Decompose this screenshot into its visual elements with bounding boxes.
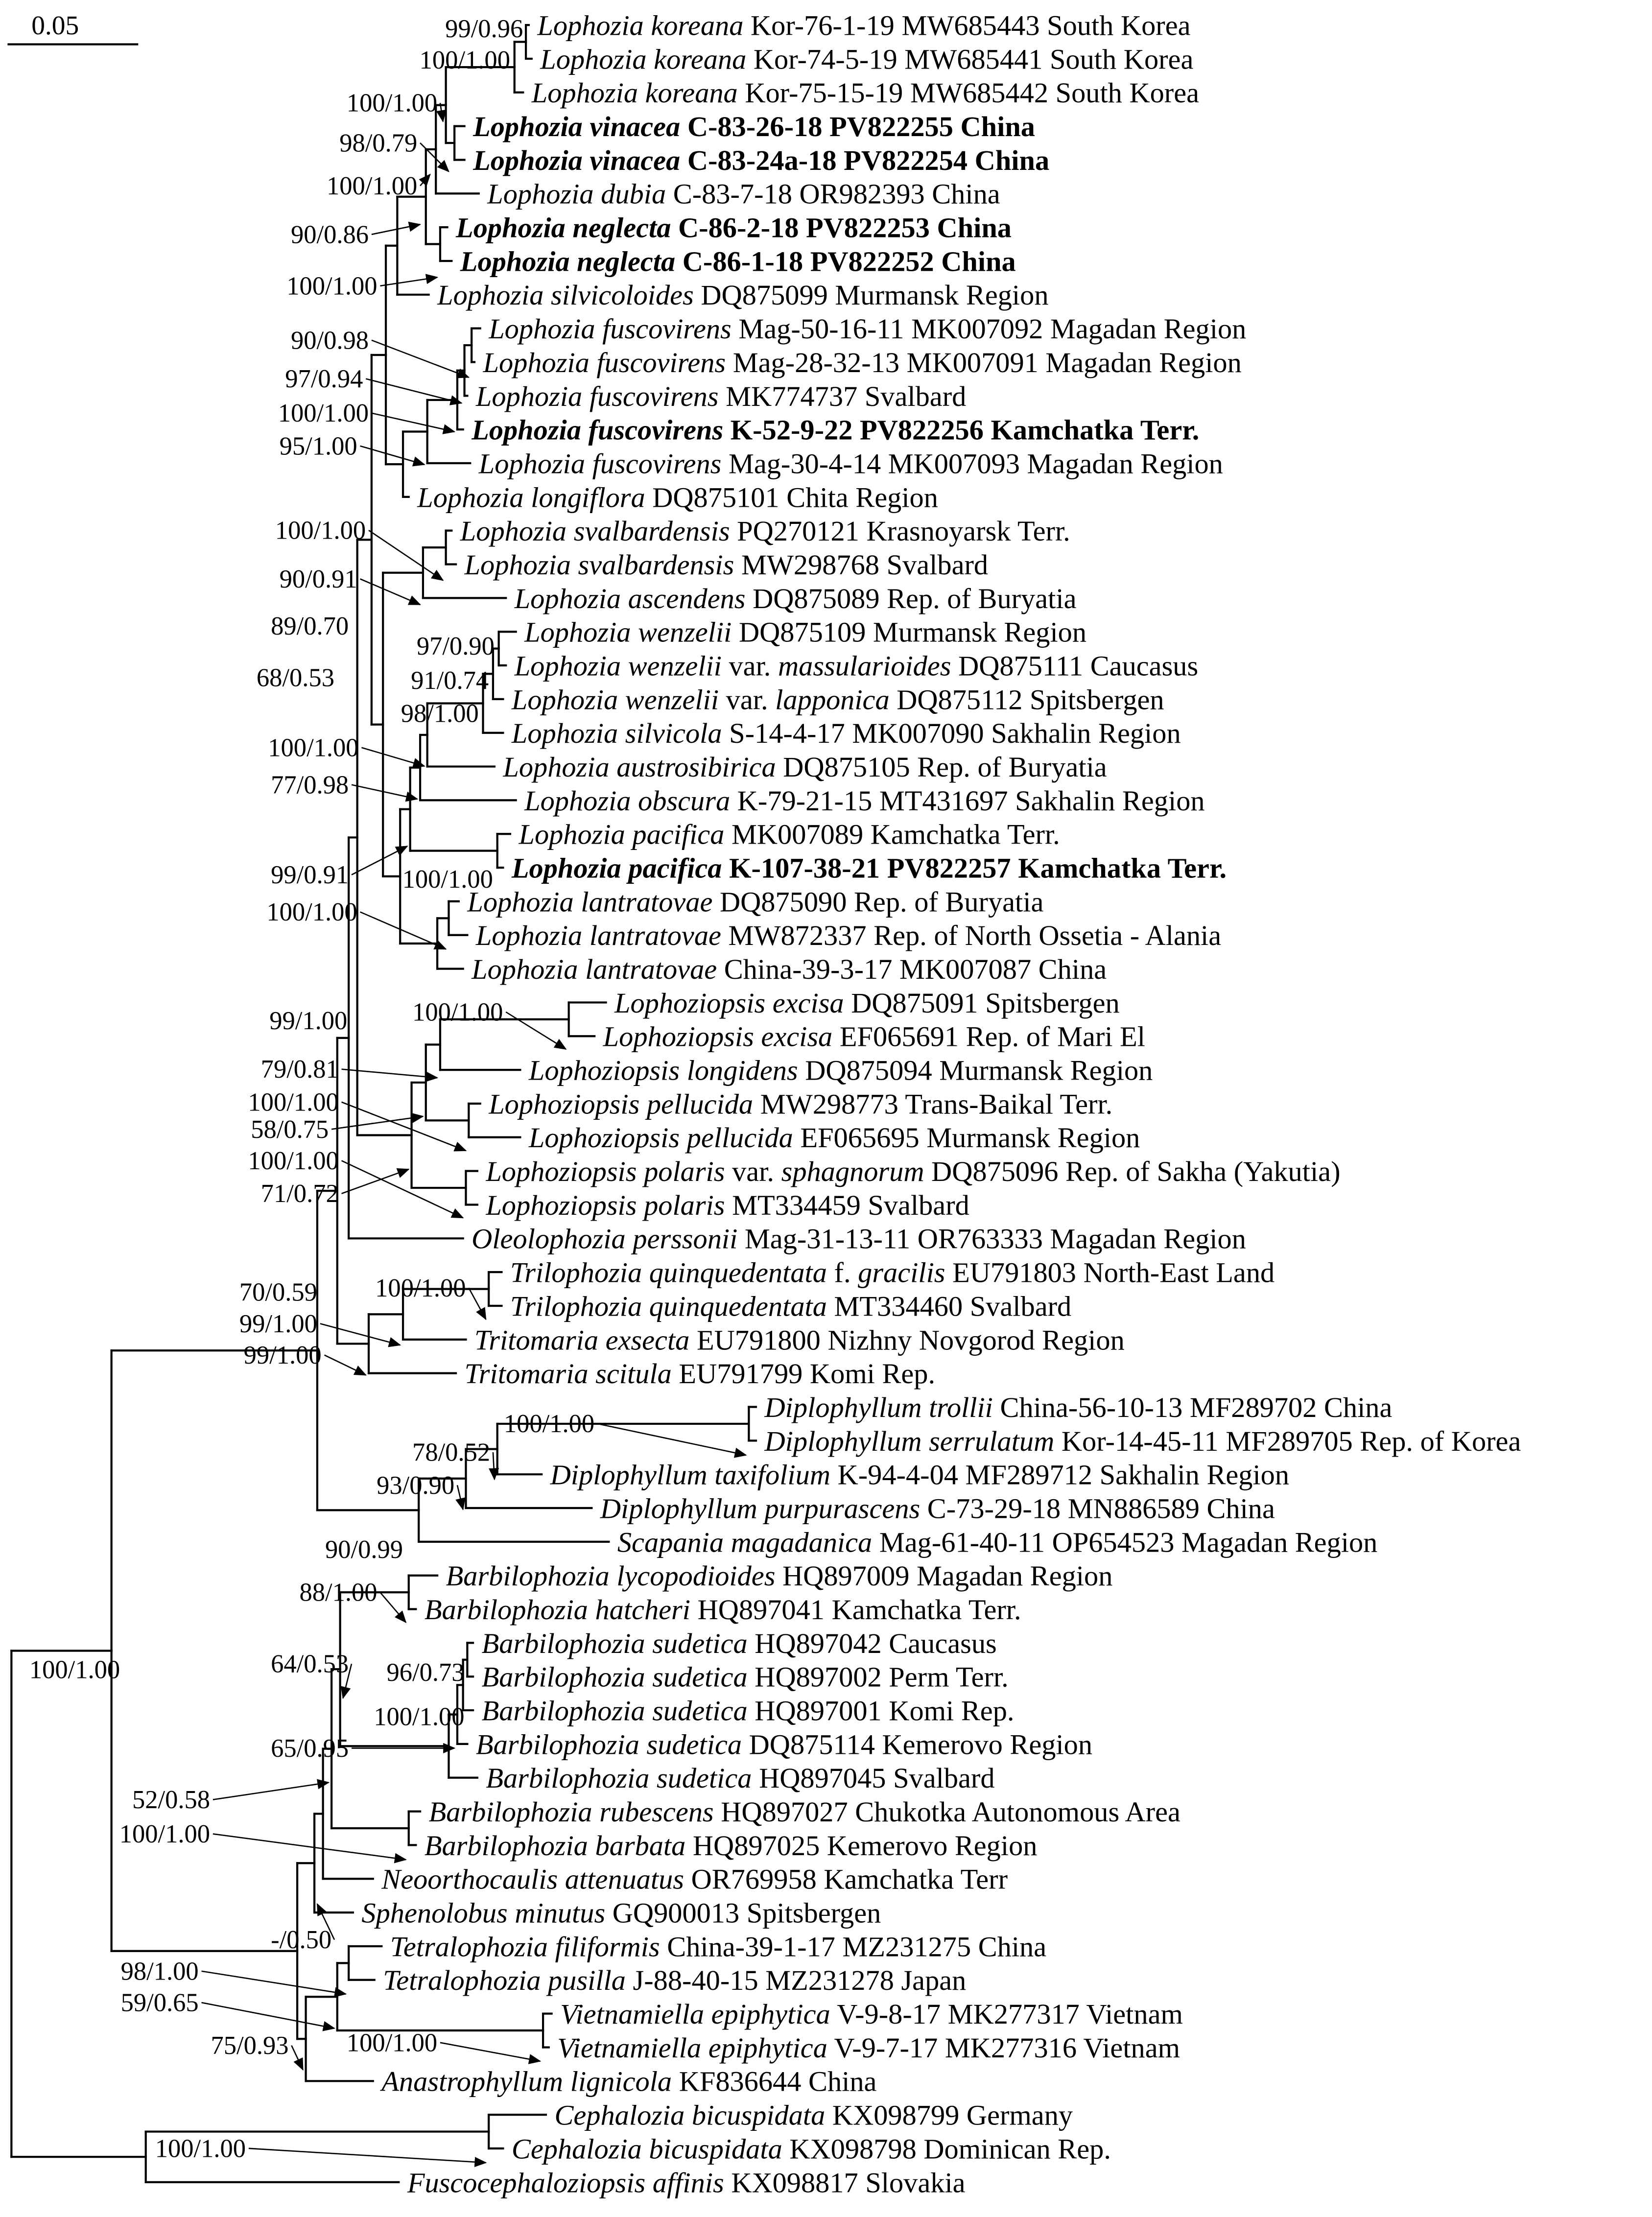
support-value: 59/0.65: [120, 1988, 199, 2017]
tip-label: Tritomaria scitula EU791799 Komi Rep.: [464, 1358, 936, 1390]
support-arrow: [366, 379, 462, 403]
support-arrow: [469, 1288, 486, 1319]
tip-label: Lophoziopsis excisa EF065691 Rep. of Mari El: [603, 1020, 1146, 1053]
tip-label: Lophozia silvicoloides DQ875099 Murmansk Region: [437, 279, 1049, 311]
support-value: 89/0.70: [271, 612, 349, 641]
tip-label: Lophozia vinacea C-83-26-18 PV822255 China: [473, 111, 1035, 143]
support-value: 100/1.00: [248, 1147, 339, 1176]
tip-label: Lophozia lantratovae China-39-3-17 MK007087 China: [472, 953, 1107, 986]
support-value: 100/1.00: [503, 1410, 595, 1439]
support-value: 77/0.98: [271, 771, 349, 800]
support-arrow: [352, 785, 417, 799]
support-value: 100/1.00: [412, 998, 503, 1027]
support-value: 100/1.00: [375, 1274, 466, 1302]
tip-label: Barbilophozia sudetica HQ897002 Perm Terr.: [481, 1661, 1009, 1693]
tree-layer: [11, 10, 1521, 2199]
support-value: 99/0.91: [271, 861, 349, 890]
support-value: 91/0.74: [411, 666, 489, 695]
tip-label: Lophoziopsis excisa DQ875091 Spitsbergen: [614, 987, 1120, 1019]
support-value: -/0.50: [271, 1926, 332, 1955]
tip-label: Neoorthocaulis attenuatus OR769958 Kamchatka Terr: [381, 1863, 1008, 1895]
tip-label: Lophozia obscura K-79-21-15 MT431697 Sakhalin Region: [524, 784, 1205, 817]
support-value: 100/1.00: [402, 865, 493, 894]
support-arrow: [372, 413, 454, 432]
support-value: 100/1.00: [155, 2134, 246, 2163]
support-arrow: [331, 1116, 423, 1129]
support-arrow: [506, 1012, 566, 1049]
support-arrow: [597, 1424, 746, 1455]
tip-label: Lophoziopsis polaris MT334459 Svalbard: [486, 1189, 969, 1221]
tip-label: Lophozia fuscovirens Mag-30-4-14 MK007093 Magadan Region: [478, 448, 1223, 480]
tip-label: Lophoziopsis pellucida EF065695 Murmansk Region: [528, 1122, 1140, 1154]
support-value: 90/0.99: [325, 1535, 403, 1564]
support-value: 96/0.73: [386, 1658, 465, 1687]
scale-bar: [9, 10, 138, 44]
support-value: 88/1.00: [299, 1578, 378, 1607]
tip-label: Lophozia pacifica K-107-38-21 PV822257 Kamchatka Terr.: [511, 852, 1227, 884]
tip-label: Lophozia svalbardensis PQ270121 Krasnoyarsk Terr.: [460, 515, 1070, 547]
support-arrow: [361, 748, 424, 766]
tip-label: Lophozia koreana Kor-75-15-19 MW685442 South Korea: [531, 77, 1200, 109]
tip-label: Lophozia wenzelii var. lapponica DQ875112 Spitsbergen: [511, 684, 1164, 716]
tip-label: Lophoziopsis pellucida MW298773 Trans-Baikal Terr.: [489, 1088, 1113, 1120]
support-value: 100/1.00: [248, 1088, 339, 1117]
support-value: 100/1.00: [326, 172, 418, 201]
support-value: 100/1.00: [374, 1702, 465, 1731]
support-arrow: [342, 1102, 466, 1151]
support-value: 98/1.00: [120, 1957, 199, 1986]
tip-label: Lophozia pacifica MK007089 Kamchatka Terr.: [519, 818, 1060, 850]
tip-label: Barbilophozia sudetica DQ875114 Kemerovo Region: [475, 1728, 1093, 1761]
tip-label: Barbilophozia lycopodioides HQ897009 Magadan Region: [446, 1560, 1113, 1592]
support-value: 97/0.90: [416, 632, 495, 661]
support-value: 75/0.93: [211, 2031, 289, 2060]
tip-label: Fuscocephaloziopsis affinis KX098817 Slovakia: [407, 2167, 966, 2199]
support-value: 99/0.96: [445, 14, 523, 43]
support-value: 98/0.79: [339, 129, 418, 158]
support-arrow: [202, 2003, 334, 2028]
tip-label: Vietnamiella epiphytica V-9-7-17 MK277316 Vietnam: [557, 2031, 1180, 2064]
tip-label: Lophozia silvicola S-14-4-17 MK007090 Sakhalin Region: [511, 717, 1181, 750]
support-arrow: [202, 1971, 346, 1994]
tip-label: Trilophozia quinquedentata f. gracilis EU791803 North-East Land: [510, 1256, 1275, 1289]
support-arrow: [457, 1485, 463, 1509]
support-value: 78/0.52: [412, 1438, 491, 1467]
support-arrow: [380, 1592, 406, 1622]
support-arrow: [213, 1834, 406, 1860]
support-arrow: [493, 1452, 495, 1479]
support-value: 71/0.72: [260, 1179, 339, 1208]
support-value: 100/1.00: [278, 399, 369, 428]
tip-label: Lophoziopsis longidens DQ875094 Murmansk Region: [528, 1054, 1153, 1086]
support-value: 100/1.00: [266, 898, 357, 927]
tip-label: Barbilophozia rubescens HQ897027 Chukotka Autonomous Area: [428, 1796, 1180, 1828]
tip-label: Lophozia wenzelii DQ875109 Murmansk Region: [524, 616, 1087, 648]
support-value: 99/1.00: [243, 1341, 322, 1370]
tip-label: Lophozia neglecta C-86-1-18 PV822252 China: [460, 245, 1016, 278]
support-value: 64/0.53: [271, 1650, 349, 1678]
support-value: 58/0.75: [251, 1115, 329, 1144]
support-arrow: [440, 2043, 540, 2061]
tip-label: Lophozia koreana Kor-76-1-19 MW685443 South Korea: [537, 9, 1191, 42]
support-arrow: [372, 224, 420, 234]
support-value: 93/0.90: [377, 1471, 455, 1500]
tip-label: Oleolophozia perssonii Mag-31-13-11 OR763333 Magadan Region: [472, 1223, 1246, 1255]
tip-label: Lophoziopsis polaris var. sphagnorum DQ875096 Rep. of Sakha (Yakutia): [486, 1156, 1341, 1188]
support-value: 97/0.94: [285, 365, 363, 394]
tip-label: Trilophozia quinquedentata MT334460 Svalbard: [510, 1290, 1072, 1322]
tip-label: Tritomaria exsecta EU791800 Nizhny Novgorod Region: [474, 1324, 1125, 1356]
scale-bar-label: 0.05: [31, 10, 79, 41]
tip-label: Barbilophozia hatcheri HQ897041 Kamchatka Terr.: [424, 1593, 1021, 1626]
support-arrow: [342, 1169, 409, 1194]
support-arrow: [249, 2148, 486, 2163]
support-value: 70/0.59: [239, 1278, 317, 1307]
tip-label: Lophozia fuscovirens K-52-9-22 PV822256 Kamchatka Terr.: [472, 414, 1200, 446]
support-value: 100/1.00: [275, 516, 366, 545]
tip-label: Lophozia neglecta C-86-2-18 PV822253 China: [456, 212, 1012, 244]
tip-label: Tetralophozia filiformis China-39-1-17 MZ231275 China: [390, 1931, 1047, 1963]
tip-label: Lophozia wenzelii var. massularioides DQ875111 Caucasus: [514, 650, 1199, 682]
tip-label: Lophozia lantratovae DQ875090 Rep. of Buryatia: [467, 886, 1044, 918]
support-value: 79/0.81: [260, 1055, 339, 1084]
tip-label: Lophozia austrosibirica DQ875105 Rep. of Buryatia: [503, 751, 1107, 783]
tip-label: Tetralophozia pusilla J-88-40-15 MZ231278 Japan: [383, 1964, 967, 1997]
tip-label: Vietnamiella epiphytica V-9-8-17 MK277317 Vietnam: [560, 1998, 1183, 2030]
tip-label: Lophozia lantratovae MW872337 Rep. of North Ossetia - Alania: [475, 920, 1222, 952]
support-arrow: [325, 1355, 366, 1375]
support-value: 98/1.00: [401, 699, 479, 728]
support-arrow: [291, 2046, 303, 2070]
support-arrow: [360, 579, 421, 605]
tip-label: Lophozia koreana Kor-74-5-19 MW685441 South Korea: [540, 43, 1194, 75]
support-value: 95/1.00: [279, 432, 357, 461]
support-arrow: [380, 277, 437, 286]
support-arrow: [342, 1069, 438, 1078]
support-arrow: [320, 1323, 400, 1345]
tip-label: Lophozia fuscovirens MK774737 Svalbard: [475, 380, 967, 412]
tip-label: Sphenolobus minutus GQ900013 Spitsbergen: [361, 1897, 881, 1929]
tip-label: Lophozia longiflora DQ875101 Chita Region: [417, 481, 938, 514]
tip-label: Cephalozia bicuspidata KX098798 Dominican Rep.: [511, 2133, 1111, 2165]
support-value: 99/1.00: [239, 1309, 317, 1338]
tip-label: Diplophyllum taxifolium K-94-4-04 MF289712 Sakhalin Region: [550, 1459, 1290, 1491]
support-value: 100/1.00: [29, 1655, 120, 1684]
support-arrow: [213, 1783, 329, 1800]
tip-label: Lophozia fuscovirens Mag-28-32-13 MK007091 Magadan Region: [483, 346, 1242, 378]
support-value: 52/0.58: [132, 1786, 211, 1815]
support-value: 100/1.00: [119, 1820, 211, 1849]
tip-label: Diplophyllum purpurascens C-73-29-18 MN886589 China: [600, 1492, 1275, 1525]
support-value: 100/1.00: [346, 89, 438, 118]
support-value: 100/1.00: [346, 2028, 438, 2057]
tip-label: Barbilophozia sudetica HQ897001 Komi Rep.: [481, 1695, 1015, 1727]
tip-label: Diplophyllum serrulatum Kor-14-45-11 MF289705 Rep. of Korea: [764, 1425, 1521, 1457]
tip-label: Barbilophozia barbata HQ897025 Kemerovo Region: [424, 1829, 1038, 1862]
tip-label: Lophozia svalbardensis MW298768 Svalbard: [464, 548, 989, 581]
support-value: 100/1.00: [419, 46, 510, 75]
support-value: 90/0.86: [290, 220, 369, 249]
support-value: 100/1.00: [286, 272, 378, 301]
support-value: 100/1.00: [268, 733, 359, 762]
tip-label: Scapania magadanica Mag-61-40-11 OP654523 Magadan Region: [617, 1526, 1378, 1558]
support-arrow: [352, 846, 407, 874]
tip-label: Barbilophozia sudetica HQ897042 Caucasus: [481, 1627, 997, 1659]
tip-label: Diplophyllum trollii China-56-10-13 MF289702 China: [764, 1391, 1392, 1423]
tip-label: Lophozia vinacea C-83-24a-18 PV822254 China: [473, 144, 1050, 176]
tip-label: Cephalozia bicuspidata KX098799 Germany: [554, 2099, 1073, 2131]
tip-label: Barbilophozia sudetica HQ897045 Svalbard: [486, 1762, 995, 1794]
support-value: 90/0.91: [279, 565, 357, 593]
tip-label: Anastrophyllum lignicola KF836644 China: [381, 2065, 877, 2098]
support-value: 99/1.00: [269, 1006, 348, 1035]
support-value: 65/0.95: [271, 1734, 349, 1763]
tip-label: Lophozia fuscovirens Mag-50-16-11 MK007092 Magadan Region: [489, 313, 1247, 345]
tip-label: Lophozia dubia C-83-7-18 OR982393 China: [487, 178, 1000, 210]
support-value: 68/0.53: [256, 663, 334, 692]
support-arrow: [360, 446, 425, 465]
support-arrow: [420, 143, 448, 171]
support-value: 90/0.98: [290, 326, 369, 355]
support-arrow: [342, 1161, 463, 1218]
tip-label: Lophozia ascendens DQ875089 Rep. of Buryatia: [514, 582, 1077, 614]
